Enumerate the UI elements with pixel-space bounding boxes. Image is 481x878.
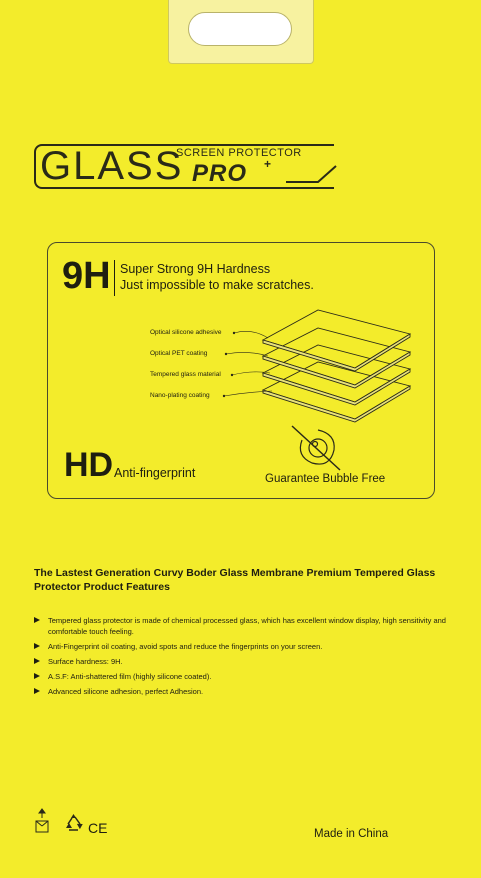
bubble-free-text: Guarantee Bubble Free — [265, 473, 386, 485]
logo-subtitle: SCREEN PROTECTOR — [176, 147, 302, 159]
layer-label-nano: Nano-plating coating — [150, 392, 210, 399]
hardness-line-2: Just impossible to make scratches. — [120, 278, 314, 292]
product-headline: The Lastest Generation Curvy Boder Glass Membrane Premium Tempered Glass Protector Product Features — [34, 567, 436, 593]
layer-label-adhesive: Optical silicone adhesive — [150, 329, 222, 336]
feature-text: Anti-Fingerprint oil coating, avoid spots and reduce the fingerprints on your screen. — [48, 642, 323, 651]
recycle-icon — [66, 814, 84, 830]
hardness-line-1: Super Strong 9H Hardness — [120, 262, 271, 276]
feature-text: Advanced silicone adhesion, perfect Adhesion. — [48, 687, 204, 696]
made-in-label: Made in China — [314, 828, 389, 840]
ce-mark-icon: CE — [88, 820, 108, 836]
hd-feature-text: Anti-fingerprint — [114, 466, 196, 480]
logo-pro-text: PRO — [192, 160, 248, 187]
this-way-up-icon — [36, 809, 48, 832]
hardness-badge: 9H — [62, 255, 111, 297]
logo-glass-text: GLASS — [40, 144, 184, 188]
hd-badge: HD — [64, 446, 114, 484]
layer-label-pet: Optical PET coating — [150, 350, 208, 357]
feature-text: Surface hardness: 9H. — [48, 657, 123, 666]
feature-text: Tempered glass protector is made of chemical processed glass, which has excellent window display, high sensitivity and comfortable touch feeling. — [48, 616, 446, 636]
layer-label-tempered: Tempered glass material — [150, 371, 221, 378]
feature-text: A.S.F: Anti-shattered film (highly silicone coated). — [48, 672, 212, 681]
logo-plus-mark: + — [264, 157, 272, 171]
